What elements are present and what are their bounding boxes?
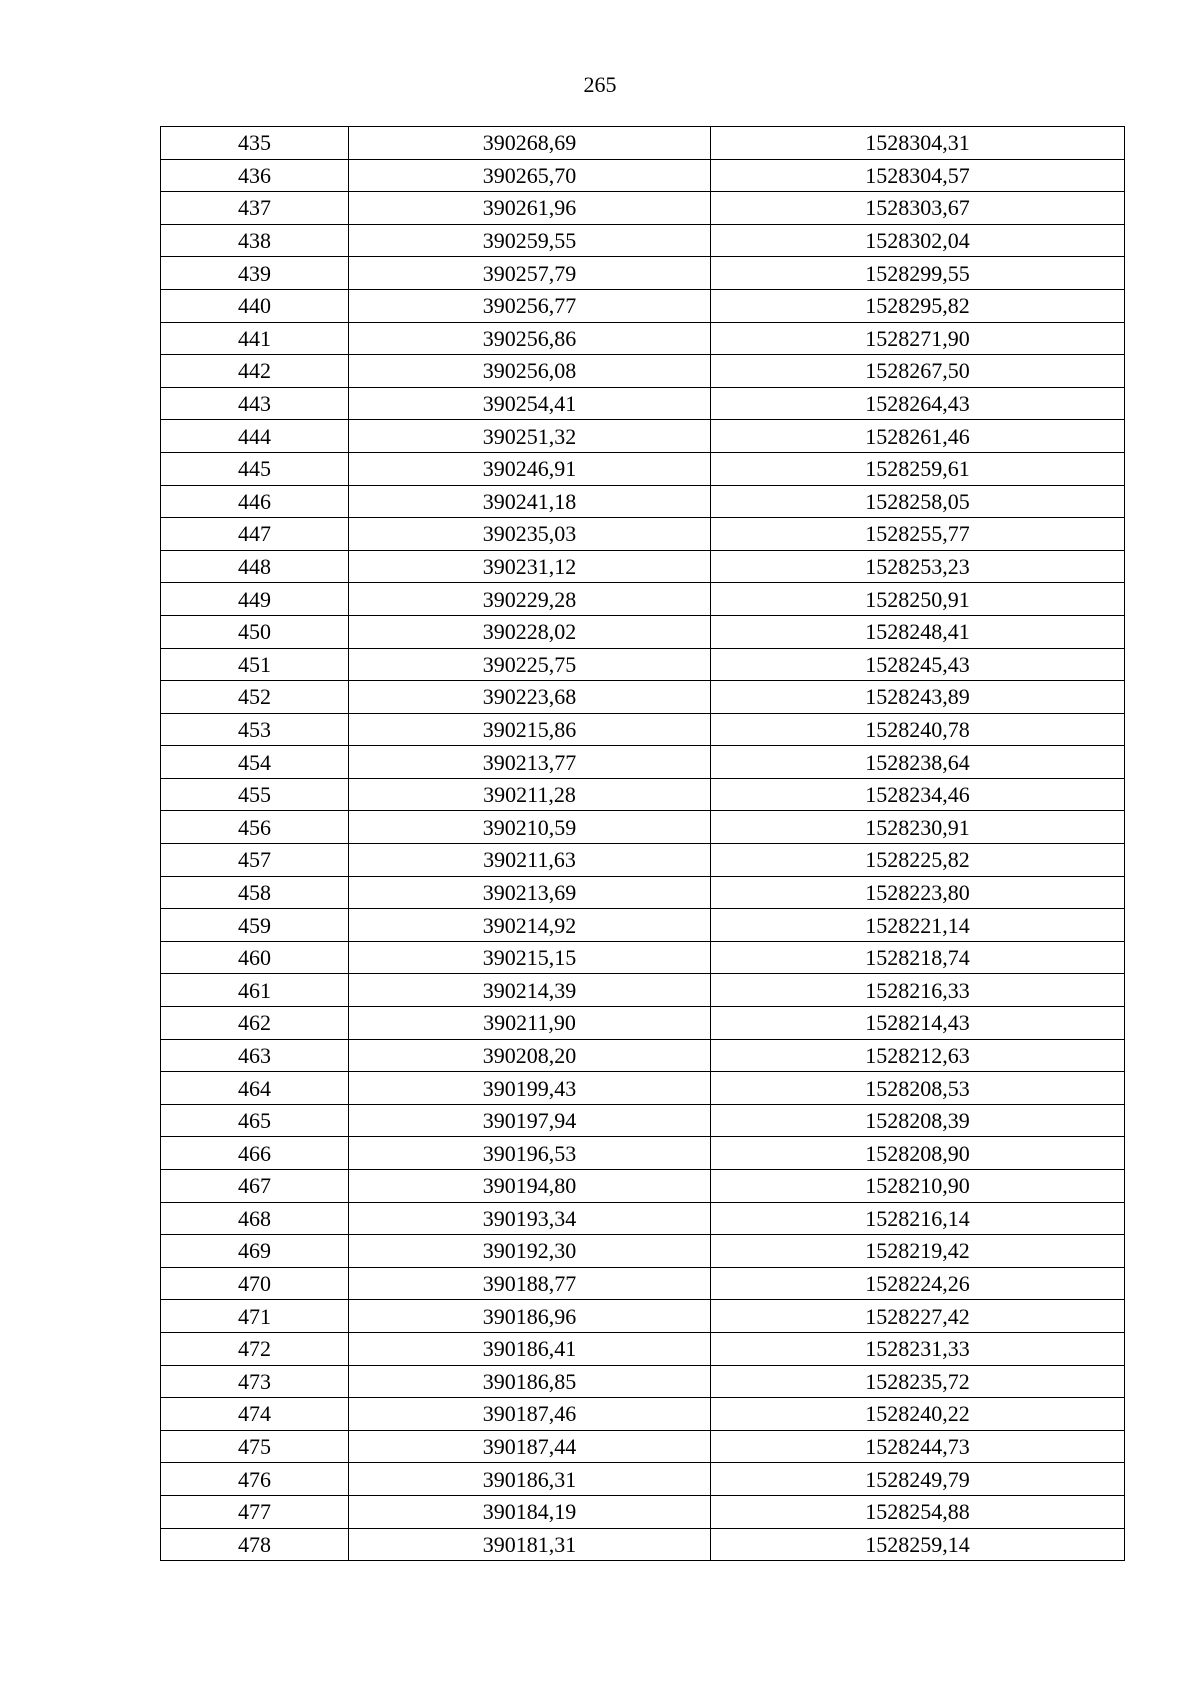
point-number-cell: 469 <box>161 1235 349 1268</box>
point-number-cell: 474 <box>161 1398 349 1431</box>
point-number-cell: 452 <box>161 681 349 714</box>
y-coordinate-cell: 1528227,42 <box>711 1300 1125 1333</box>
table-row <box>161 1007 1125 1040</box>
y-coordinate-cell: 1528210,90 <box>711 1170 1125 1203</box>
point-number-cell: 457 <box>161 844 349 877</box>
table-row <box>161 713 1125 746</box>
x-coordinate-cell: 390215,86 <box>349 713 711 746</box>
y-coordinate-cell: 1528212,63 <box>711 1039 1125 1072</box>
table-row <box>161 1430 1125 1463</box>
point-number-cell: 446 <box>161 485 349 518</box>
y-coordinate-cell: 1528299,55 <box>711 257 1125 290</box>
y-coordinate-cell: 1528253,23 <box>711 550 1125 583</box>
y-coordinate-cell: 1528214,43 <box>711 1007 1125 1040</box>
table-row <box>161 974 1125 1007</box>
y-coordinate-cell: 1528249,79 <box>711 1463 1125 1496</box>
point-number-cell: 465 <box>161 1104 349 1137</box>
y-coordinate-cell: 1528240,22 <box>711 1398 1125 1431</box>
y-coordinate-cell: 1528304,31 <box>711 127 1125 160</box>
x-coordinate-cell: 390261,96 <box>349 192 711 225</box>
x-coordinate-cell: 390235,03 <box>349 518 711 551</box>
y-coordinate-cell: 1528304,57 <box>711 159 1125 192</box>
y-coordinate-cell: 1528244,73 <box>711 1430 1125 1463</box>
table-row <box>161 289 1125 322</box>
y-coordinate-cell: 1528264,43 <box>711 387 1125 420</box>
x-coordinate-cell: 390186,85 <box>349 1365 711 1398</box>
x-coordinate-cell: 390256,08 <box>349 355 711 388</box>
point-number-cell: 468 <box>161 1202 349 1235</box>
y-coordinate-cell: 1528255,77 <box>711 518 1125 551</box>
y-coordinate-cell: 1528258,05 <box>711 485 1125 518</box>
point-number-cell: 435 <box>161 127 349 160</box>
table-row <box>161 159 1125 192</box>
table-row <box>161 1300 1125 1333</box>
table-row <box>161 876 1125 909</box>
x-coordinate-cell: 390256,77 <box>349 289 711 322</box>
x-coordinate-cell: 390229,28 <box>349 583 711 616</box>
table-row <box>161 615 1125 648</box>
x-coordinate-cell: 390208,20 <box>349 1039 711 1072</box>
table-row <box>161 1202 1125 1235</box>
table-row <box>161 1365 1125 1398</box>
table-row <box>161 322 1125 355</box>
y-coordinate-cell: 1528254,88 <box>711 1495 1125 1528</box>
x-coordinate-cell: 390211,90 <box>349 1007 711 1040</box>
point-number-cell: 458 <box>161 876 349 909</box>
x-coordinate-cell: 390186,31 <box>349 1463 711 1496</box>
y-coordinate-cell: 1528303,67 <box>711 192 1125 225</box>
point-number-cell: 471 <box>161 1300 349 1333</box>
x-coordinate-cell: 390257,79 <box>349 257 711 290</box>
point-number-cell: 442 <box>161 355 349 388</box>
table-row <box>161 1039 1125 1072</box>
x-coordinate-cell: 390193,34 <box>349 1202 711 1235</box>
point-number-cell: 459 <box>161 909 349 942</box>
table-row <box>161 648 1125 681</box>
x-coordinate-cell: 390199,43 <box>349 1072 711 1105</box>
point-number-cell: 451 <box>161 648 349 681</box>
point-number-cell: 476 <box>161 1463 349 1496</box>
table-row <box>161 192 1125 225</box>
table-row <box>161 257 1125 290</box>
y-coordinate-cell: 1528238,64 <box>711 746 1125 779</box>
point-number-cell: 456 <box>161 811 349 844</box>
x-coordinate-cell: 390228,02 <box>349 615 711 648</box>
x-coordinate-cell: 390192,30 <box>349 1235 711 1268</box>
table-row <box>161 1267 1125 1300</box>
table-row <box>161 550 1125 583</box>
point-number-cell: 462 <box>161 1007 349 1040</box>
y-coordinate-cell: 1528223,80 <box>711 876 1125 909</box>
x-coordinate-cell: 390225,75 <box>349 648 711 681</box>
table-row <box>161 420 1125 453</box>
table-row <box>161 224 1125 257</box>
coordinates-table-body <box>161 127 1125 1561</box>
table-row <box>161 518 1125 551</box>
x-coordinate-cell: 390196,53 <box>349 1137 711 1170</box>
y-coordinate-cell: 1528224,26 <box>711 1267 1125 1300</box>
x-coordinate-cell: 390214,92 <box>349 909 711 942</box>
table-row <box>161 583 1125 616</box>
table-row <box>161 387 1125 420</box>
table-row <box>161 811 1125 844</box>
x-coordinate-cell: 390213,77 <box>349 746 711 779</box>
point-number-cell: 436 <box>161 159 349 192</box>
table-row <box>161 1137 1125 1170</box>
x-coordinate-cell: 390254,41 <box>349 387 711 420</box>
point-number-cell: 454 <box>161 746 349 779</box>
table-row <box>161 127 1125 160</box>
table-row <box>161 681 1125 714</box>
y-coordinate-cell: 1528221,14 <box>711 909 1125 942</box>
point-number-cell: 478 <box>161 1528 349 1561</box>
x-coordinate-cell: 390197,94 <box>349 1104 711 1137</box>
y-coordinate-cell: 1528230,91 <box>711 811 1125 844</box>
y-coordinate-cell: 1528231,33 <box>711 1332 1125 1365</box>
point-number-cell: 447 <box>161 518 349 551</box>
point-number-cell: 441 <box>161 322 349 355</box>
x-coordinate-cell: 390184,19 <box>349 1495 711 1528</box>
y-coordinate-cell: 1528248,41 <box>711 615 1125 648</box>
table-row <box>161 1463 1125 1496</box>
y-coordinate-cell: 1528295,82 <box>711 289 1125 322</box>
table-row <box>161 1235 1125 1268</box>
y-coordinate-cell: 1528250,91 <box>711 583 1125 616</box>
table-row <box>161 485 1125 518</box>
point-number-cell: 437 <box>161 192 349 225</box>
x-coordinate-cell: 390215,15 <box>349 941 711 974</box>
table-row <box>161 355 1125 388</box>
point-number-cell: 477 <box>161 1495 349 1528</box>
x-coordinate-cell: 390187,44 <box>349 1430 711 1463</box>
x-coordinate-cell: 390231,12 <box>349 550 711 583</box>
y-coordinate-cell: 1528259,14 <box>711 1528 1125 1561</box>
point-number-cell: 461 <box>161 974 349 1007</box>
y-coordinate-cell: 1528218,74 <box>711 941 1125 974</box>
x-coordinate-cell: 390251,32 <box>349 420 711 453</box>
y-coordinate-cell: 1528259,61 <box>711 452 1125 485</box>
page-number: 265 <box>583 72 617 97</box>
point-number-cell: 444 <box>161 420 349 453</box>
point-number-cell: 466 <box>161 1137 349 1170</box>
point-number-cell: 440 <box>161 289 349 322</box>
point-number-cell: 453 <box>161 713 349 746</box>
table-row <box>161 941 1125 974</box>
point-number-cell: 443 <box>161 387 349 420</box>
table-row <box>161 844 1125 877</box>
x-coordinate-cell: 390186,41 <box>349 1332 711 1365</box>
y-coordinate-cell: 1528216,33 <box>711 974 1125 1007</box>
x-coordinate-cell: 390210,59 <box>349 811 711 844</box>
point-number-cell: 463 <box>161 1039 349 1072</box>
coordinates-table <box>160 126 1125 1561</box>
point-number-cell: 460 <box>161 941 349 974</box>
x-coordinate-cell: 390213,69 <box>349 876 711 909</box>
table-row <box>161 909 1125 942</box>
y-coordinate-cell: 1528208,39 <box>711 1104 1125 1137</box>
y-coordinate-cell: 1528243,89 <box>711 681 1125 714</box>
table-row <box>161 1170 1125 1203</box>
x-coordinate-cell: 390211,28 <box>349 778 711 811</box>
x-coordinate-cell: 390223,68 <box>349 681 711 714</box>
point-number-cell: 438 <box>161 224 349 257</box>
x-coordinate-cell: 390194,80 <box>349 1170 711 1203</box>
point-number-cell: 473 <box>161 1365 349 1398</box>
y-coordinate-cell: 1528271,90 <box>711 322 1125 355</box>
point-number-cell: 448 <box>161 550 349 583</box>
point-number-cell: 455 <box>161 778 349 811</box>
table-row <box>161 1072 1125 1105</box>
x-coordinate-cell: 390211,63 <box>349 844 711 877</box>
y-coordinate-cell: 1528208,53 <box>711 1072 1125 1105</box>
x-coordinate-cell: 390181,31 <box>349 1528 711 1561</box>
table-row <box>161 1332 1125 1365</box>
x-coordinate-cell: 390187,46 <box>349 1398 711 1431</box>
x-coordinate-cell: 390259,55 <box>349 224 711 257</box>
y-coordinate-cell: 1528234,46 <box>711 778 1125 811</box>
table-row <box>161 746 1125 779</box>
point-number-cell: 472 <box>161 1332 349 1365</box>
x-coordinate-cell: 390246,91 <box>349 452 711 485</box>
point-number-cell: 470 <box>161 1267 349 1300</box>
table-row <box>161 1104 1125 1137</box>
point-number-cell: 445 <box>161 452 349 485</box>
x-coordinate-cell: 390186,96 <box>349 1300 711 1333</box>
point-number-cell: 475 <box>161 1430 349 1463</box>
y-coordinate-cell: 1528235,72 <box>711 1365 1125 1398</box>
y-coordinate-cell: 1528208,90 <box>711 1137 1125 1170</box>
point-number-cell: 449 <box>161 583 349 616</box>
table-row <box>161 1495 1125 1528</box>
y-coordinate-cell: 1528240,78 <box>711 713 1125 746</box>
point-number-cell: 450 <box>161 615 349 648</box>
table-row <box>161 1528 1125 1561</box>
y-coordinate-cell: 1528267,50 <box>711 355 1125 388</box>
y-coordinate-cell: 1528219,42 <box>711 1235 1125 1268</box>
x-coordinate-cell: 390268,69 <box>349 127 711 160</box>
table-row <box>161 1398 1125 1431</box>
y-coordinate-cell: 1528245,43 <box>711 648 1125 681</box>
y-coordinate-cell: 1528261,46 <box>711 420 1125 453</box>
y-coordinate-cell: 1528302,04 <box>711 224 1125 257</box>
y-coordinate-cell: 1528225,82 <box>711 844 1125 877</box>
x-coordinate-cell: 390256,86 <box>349 322 711 355</box>
x-coordinate-cell: 390214,39 <box>349 974 711 1007</box>
x-coordinate-cell: 390265,70 <box>349 159 711 192</box>
table-row <box>161 778 1125 811</box>
point-number-cell: 464 <box>161 1072 349 1105</box>
table-row <box>161 452 1125 485</box>
x-coordinate-cell: 390188,77 <box>349 1267 711 1300</box>
point-number-cell: 467 <box>161 1170 349 1203</box>
point-number-cell: 439 <box>161 257 349 290</box>
x-coordinate-cell: 390241,18 <box>349 485 711 518</box>
y-coordinate-cell: 1528216,14 <box>711 1202 1125 1235</box>
